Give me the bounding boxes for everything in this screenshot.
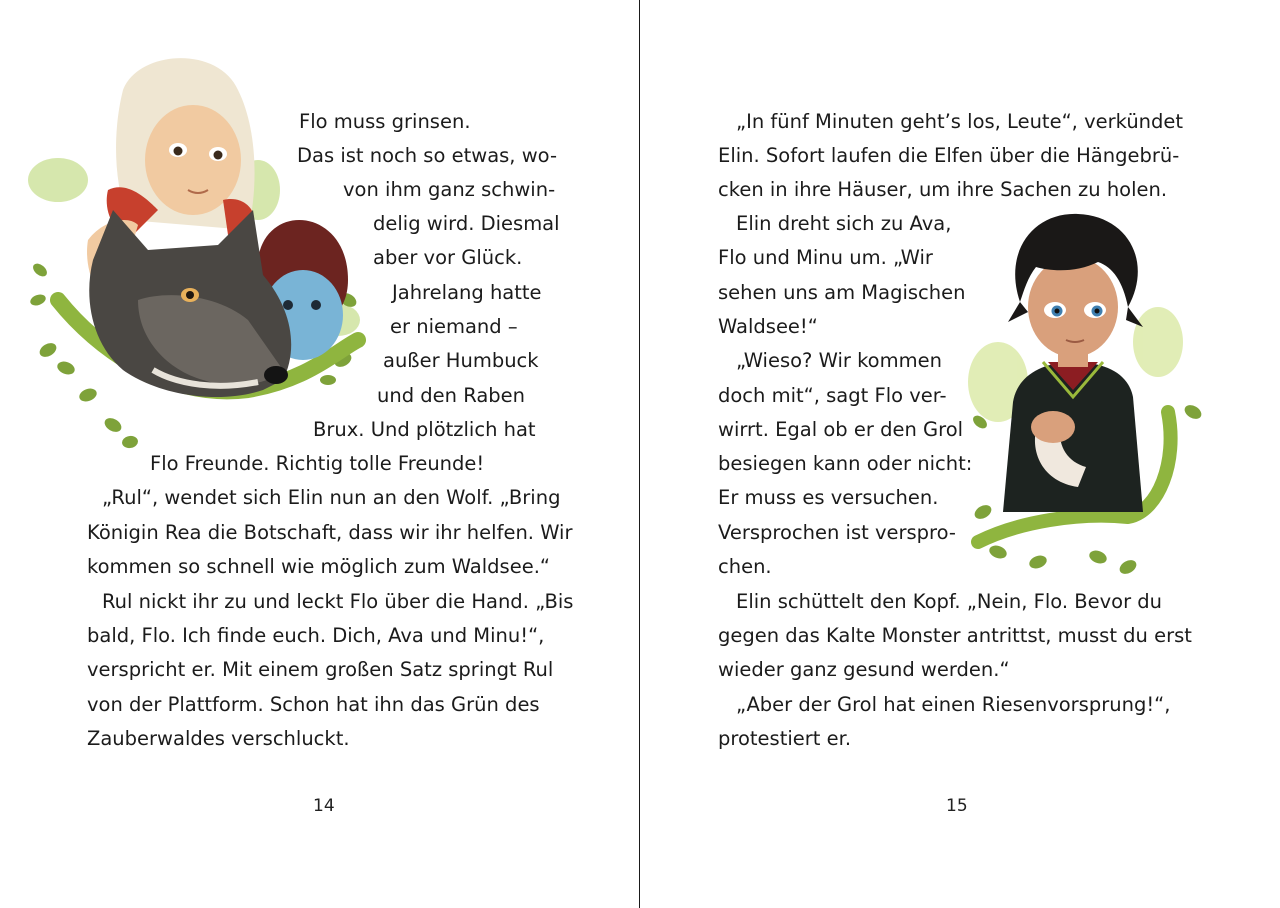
text-line: Zauberwaldes verschluckt. <box>87 727 350 750</box>
page-number: 14 <box>313 796 335 816</box>
text-line: Das ist noch so etwas, wo- <box>297 144 557 167</box>
text-line: chen. <box>718 555 772 578</box>
page-number: 15 <box>946 796 968 816</box>
text-line: doch mit“, sagt Flo ver- <box>718 384 947 407</box>
text-line: kommen so schnell wie möglich zum Waldsee.“ <box>87 555 550 578</box>
text-line: „Wieso? Wir kommen <box>736 349 942 372</box>
text-line: protestiert er. <box>718 727 852 750</box>
text-line: er niemand – <box>390 315 518 338</box>
text-line: Brux. Und plötzlich hat <box>313 418 536 441</box>
text-line: aber vor Glück. <box>373 246 523 269</box>
text-line: wieder ganz gesund werden.“ <box>718 658 1010 681</box>
text-line: delig wird. Diesmal <box>373 212 560 235</box>
text-line: sehen uns am Magischen <box>718 281 966 304</box>
text-line: gegen das Kalte Monster antrittst, musst du erst <box>718 624 1192 647</box>
text-line: „Rul“, wendet sich Elin nun an den Wolf. „Bring <box>102 486 561 509</box>
text-line: bald, Flo. Ich finde euch. Dich, Ava und Minu!“, <box>87 624 545 647</box>
text-line: Elin dreht sich zu Ava, <box>736 212 952 235</box>
text-line: wirrt. Egal ob er den Grol <box>718 418 964 441</box>
text-line: Elin schüttelt den Kopf. „Nein, Flo. Bevor du <box>736 590 1163 613</box>
text-line: Flo Freunde. Richtig tolle Freunde! <box>150 452 485 475</box>
right-page <box>640 0 1280 908</box>
text-line: cken in ihre Häuser, um ihre Sachen zu holen. <box>718 178 1168 201</box>
text-line: Königin Rea die Botschaft, dass wir ihr helfen. Wir <box>87 521 573 544</box>
text-line: Flo muss grinsen. <box>299 110 471 133</box>
text-line: Rul nickt ihr zu und leckt Flo über die Hand. „Bis <box>102 590 574 613</box>
text-line: Jahrelang hatte <box>392 281 542 304</box>
text-line: Elin. Sofort laufen die Elfen über die Hängebrü- <box>718 144 1180 167</box>
text-line: von der Plattform. Schon hat ihn das Grün des <box>87 693 540 716</box>
text-line: und den Raben <box>377 384 526 407</box>
text-line: „In fünf Minuten geht’s los, Leute“, verkündet <box>736 110 1184 133</box>
text-line: „Aber der Grol hat einen Riesenvorsprung!“, <box>736 693 1171 716</box>
text-line: Er muss es versuchen. <box>718 486 939 509</box>
text-line: Versprochen ist verspro- <box>718 521 956 544</box>
text-line: Waldsee!“ <box>718 315 818 338</box>
text-line: außer Humbuck <box>383 349 539 372</box>
text-line: verspricht er. Mit einem großen Satz springt Rul <box>87 658 554 681</box>
text-line: Flo und Minu um. „Wir <box>718 246 933 269</box>
text-line: von ihm ganz schwin- <box>343 178 556 201</box>
boy-flo-illustration <box>958 212 1238 582</box>
text-line: besiegen kann oder nicht: <box>718 452 973 475</box>
